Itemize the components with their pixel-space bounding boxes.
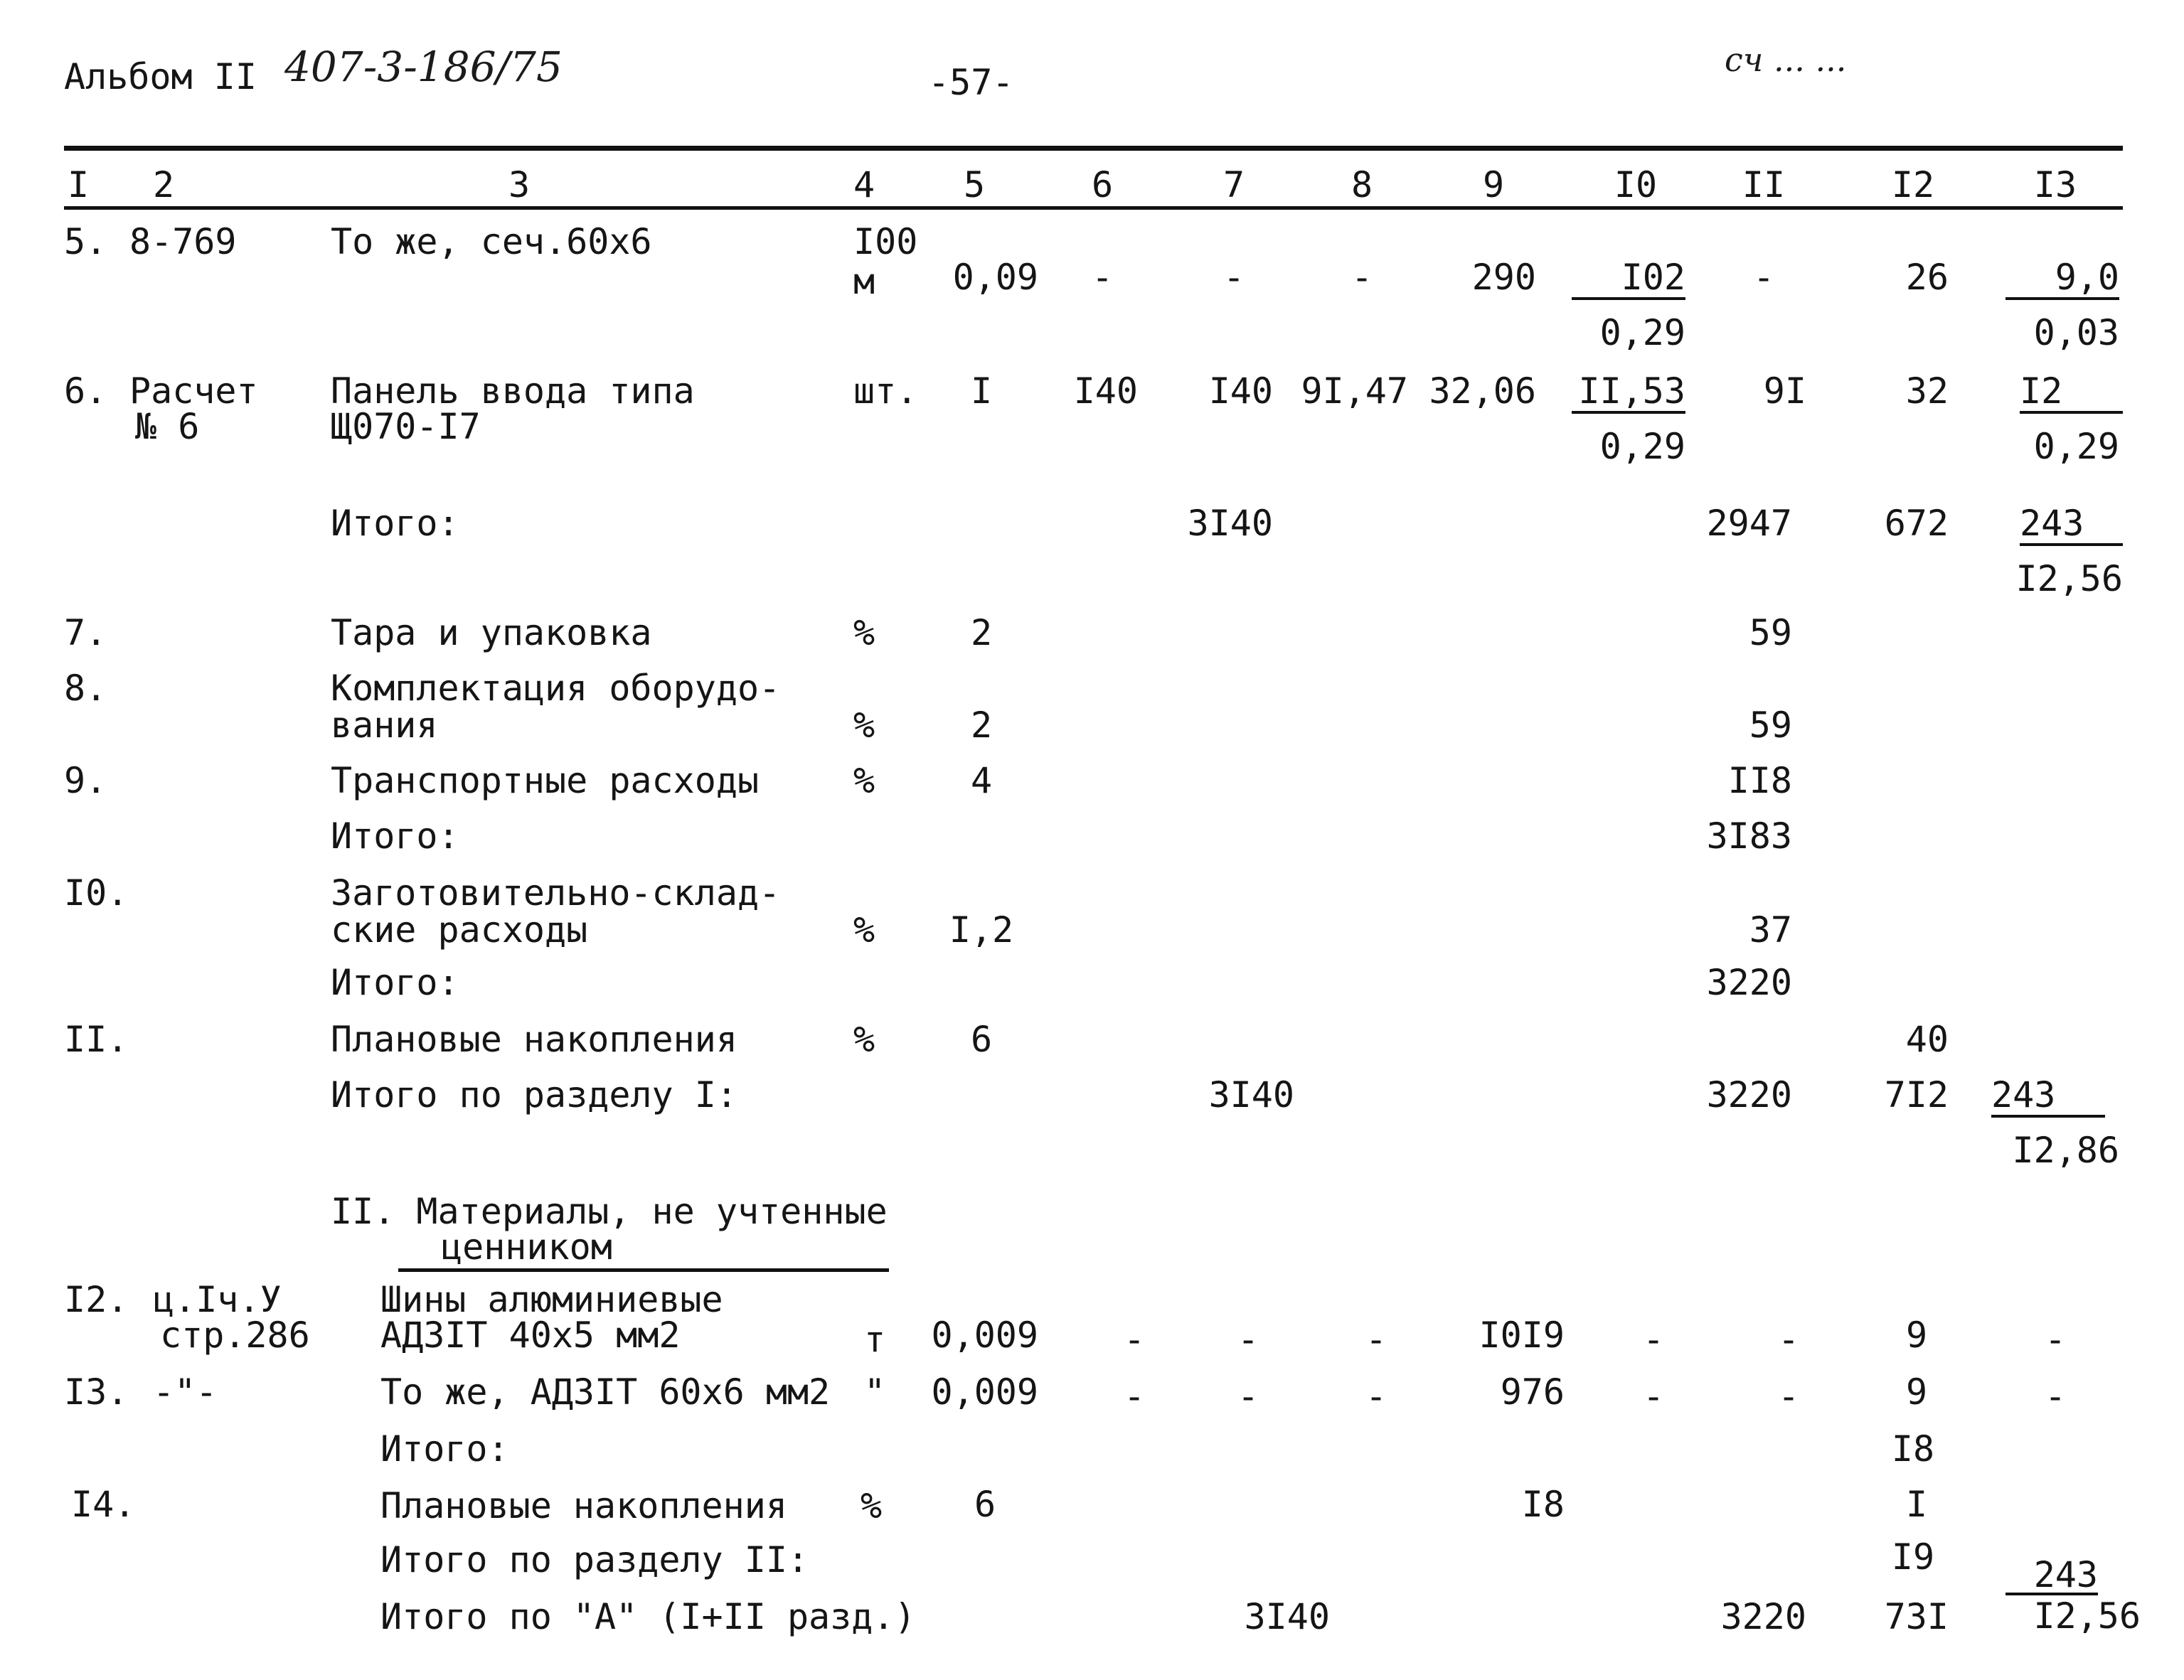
col-9: 9 xyxy=(1482,164,1505,205)
row-reference: 8-769 xyxy=(129,221,237,262)
row-col6: - xyxy=(1123,1319,1146,1360)
row-name-2: ские расходы xyxy=(331,909,588,951)
col-6: 6 xyxy=(1091,164,1114,205)
row-name: Заготовительно-склад- xyxy=(331,872,781,914)
row-col12: 9 xyxy=(1905,1315,1928,1356)
grand-total-col12: 73I xyxy=(1884,1596,1949,1637)
total-col11: 2947 xyxy=(1706,503,1792,544)
row-col9: I8 xyxy=(1521,1484,1565,1525)
row-col13: - xyxy=(2044,1319,2067,1360)
row-col10-denominator: 0,29 xyxy=(1599,426,1685,467)
header-top-rule xyxy=(64,146,2123,151)
grand-total-col13-denominator: I2,56 xyxy=(2033,1595,2141,1637)
row-name: То же, АДЗIТ 60х6 мм2 xyxy=(380,1371,831,1413)
section-total-label: Итого по разделу I: xyxy=(331,1074,737,1115)
row-col13-denominator: 0,29 xyxy=(2033,426,2119,467)
row-col6: - xyxy=(1091,257,1114,298)
row-name: Плановые накопления xyxy=(380,1485,787,1526)
col-4: 4 xyxy=(853,164,875,205)
row-col11: - xyxy=(1777,1319,1800,1360)
row-unit: % xyxy=(861,1485,883,1526)
section-title-line-1: II. Материалы, не учтенные xyxy=(331,1191,888,1232)
row-col12: I xyxy=(1905,1484,1928,1525)
row-number: I4. xyxy=(71,1484,136,1525)
total-label: Итого: xyxy=(380,1428,509,1470)
row-quantity: 0,009 xyxy=(931,1315,1038,1356)
row-col11: - xyxy=(1777,1376,1800,1417)
album-label: Альбом II xyxy=(64,56,257,97)
row-col11: 59 xyxy=(1749,705,1792,746)
row-quantity: 2 xyxy=(970,612,993,653)
row-reference: ц.Iч.У xyxy=(153,1279,282,1320)
col-3: 3 xyxy=(508,164,531,205)
row-number: 6. xyxy=(64,370,107,412)
row-col11: 37 xyxy=(1749,909,1792,951)
row-name: Комплектация оборудо- xyxy=(331,668,781,709)
row-col10-numerator: II,53 xyxy=(1572,371,1685,414)
row-col8: - xyxy=(1351,257,1373,298)
row-unit-top: I00 xyxy=(853,221,918,262)
project-number: 407-3-186/75 xyxy=(284,43,563,91)
row-name-2: АДЗIТ 40х5 мм2 xyxy=(380,1315,681,1356)
row-col13-denominator: 0,03 xyxy=(2033,312,2119,353)
row-col11: - xyxy=(1752,257,1775,298)
row-col13: - xyxy=(2044,1376,2067,1417)
row-number: 9. xyxy=(64,760,107,801)
row-quantity: 6 xyxy=(970,1019,993,1060)
row-name: Плановые накопления xyxy=(331,1019,737,1060)
row-quantity: I xyxy=(970,370,993,412)
section-total-col13-numerator: 243 xyxy=(1991,1075,2105,1118)
total-col11: 3220 xyxy=(1706,962,1792,1003)
total-label: Итого: xyxy=(331,503,459,544)
row-col6: I40 xyxy=(1073,370,1138,412)
row-col10-denominator: 0,29 xyxy=(1599,312,1685,353)
col-12: I2 xyxy=(1891,164,1935,205)
col-5: 5 xyxy=(963,164,986,205)
row-name: Панель ввода типа xyxy=(331,370,695,412)
row-unit: шт. xyxy=(853,370,918,412)
total-col12: 672 xyxy=(1884,503,1949,544)
grand-total-col11: 3220 xyxy=(1720,1596,1806,1637)
col-10: I0 xyxy=(1614,164,1658,205)
row-number: I3. xyxy=(64,1371,129,1413)
row-col6: - xyxy=(1123,1376,1146,1417)
row-number: II. xyxy=(64,1019,129,1060)
row-number: 7. xyxy=(64,612,107,653)
row-quantity: I,2 xyxy=(949,909,1014,951)
row-name-2: вания xyxy=(331,705,438,746)
section-title-underline xyxy=(398,1268,889,1272)
row-col7: - xyxy=(1237,1376,1259,1417)
row-reference-2: № 6 xyxy=(135,406,200,447)
row-col8: - xyxy=(1365,1376,1387,1417)
total-col11: 3I83 xyxy=(1706,815,1792,857)
row-unit: % xyxy=(853,1019,875,1060)
row-col11: II8 xyxy=(1727,760,1792,801)
section-title-line-2: ценником xyxy=(441,1226,612,1268)
row-col11: 59 xyxy=(1749,612,1792,653)
row-col7: I40 xyxy=(1208,370,1273,412)
row-quantity: 6 xyxy=(974,1484,996,1525)
grand-total-col7: 3I40 xyxy=(1244,1596,1330,1637)
row-col10: - xyxy=(1642,1376,1665,1417)
total-col13-numerator: 243 xyxy=(2020,503,2123,546)
top-right-note: сч ... ... xyxy=(1725,41,1847,79)
row-col12: 32 xyxy=(1905,370,1949,412)
row-unit: % xyxy=(853,909,875,951)
row-unit: % xyxy=(853,705,875,746)
row-reference: Расчет xyxy=(129,370,258,412)
section-total-col12: 7I2 xyxy=(1884,1074,1949,1115)
row-number: 8. xyxy=(64,668,107,709)
row-number: I2. xyxy=(64,1279,129,1320)
row-col12: 9 xyxy=(1905,1371,1928,1413)
row-reference-2: стр.286 xyxy=(160,1315,310,1356)
total-label: Итого: xyxy=(331,962,459,1003)
row-col11: 9I xyxy=(1763,370,1806,412)
row-col12: 40 xyxy=(1905,1019,1949,1060)
grand-total-label: Итого по "А" (I+II разд.) xyxy=(380,1596,916,1637)
row-unit: т xyxy=(864,1319,886,1360)
row-col10: - xyxy=(1642,1319,1665,1360)
col-7: 7 xyxy=(1222,164,1245,205)
row-number: I0. xyxy=(64,872,129,914)
section-total-col11: 3220 xyxy=(1706,1074,1792,1115)
page-number: -57- xyxy=(928,62,1014,103)
row-col10-numerator: I02 xyxy=(1572,257,1685,300)
section-total-col7: 3I40 xyxy=(1208,1074,1294,1115)
row-unit-bottom: м xyxy=(853,261,875,302)
col-11: II xyxy=(1742,164,1786,205)
row-quantity: 0,09 xyxy=(952,257,1038,298)
row-col8: 9I,47 xyxy=(1301,370,1408,412)
col-8: 8 xyxy=(1351,164,1373,205)
total-col13-denominator: I2,56 xyxy=(2015,558,2123,599)
row-unit: % xyxy=(853,760,875,801)
row-col7: - xyxy=(1237,1319,1259,1360)
row-col7: - xyxy=(1222,257,1245,298)
total-label: Итого: xyxy=(331,815,459,857)
row-name: Шины алюминиевые xyxy=(380,1279,723,1320)
section-total-label: Итого по разделу II: xyxy=(380,1539,809,1580)
row-col12: 26 xyxy=(1905,257,1949,298)
row-col9: 32,06 xyxy=(1429,370,1536,412)
row-col13-numerator: I2 xyxy=(2020,371,2123,414)
row-name: То же, сеч.60х6 xyxy=(331,221,652,262)
col-13: I3 xyxy=(2033,164,2077,205)
total-col12: I8 xyxy=(1891,1428,1935,1470)
row-name: Тара и упаковка xyxy=(331,612,652,653)
grand-total-col13-numerator: 243 xyxy=(2005,1557,2098,1595)
section-total-col13-denominator: I2,86 xyxy=(2012,1130,2119,1171)
row-name-2: Щ070-I7 xyxy=(331,406,481,447)
row-quantity: 4 xyxy=(970,760,993,801)
row-col13-numerator: 9,0 xyxy=(2005,257,2119,300)
total-col7: 3I40 xyxy=(1187,503,1273,544)
row-col9: 976 xyxy=(1500,1371,1565,1413)
row-col8: - xyxy=(1365,1319,1387,1360)
col-1: I xyxy=(67,164,90,205)
row-unit: % xyxy=(853,612,875,653)
row-quantity: 2 xyxy=(970,705,993,746)
row-col9: I0I9 xyxy=(1479,1315,1565,1356)
header-bottom-rule xyxy=(64,206,2123,210)
row-col9: 290 xyxy=(1471,257,1536,298)
section-total-col12: I9 xyxy=(1891,1536,1935,1578)
row-number: 5. xyxy=(64,221,107,262)
row-name: Транспортные расходы xyxy=(331,760,760,801)
row-unit: " xyxy=(864,1371,886,1413)
col-2: 2 xyxy=(152,164,175,205)
row-reference: -"- xyxy=(153,1371,218,1413)
row-quantity: 0,009 xyxy=(931,1371,1038,1413)
